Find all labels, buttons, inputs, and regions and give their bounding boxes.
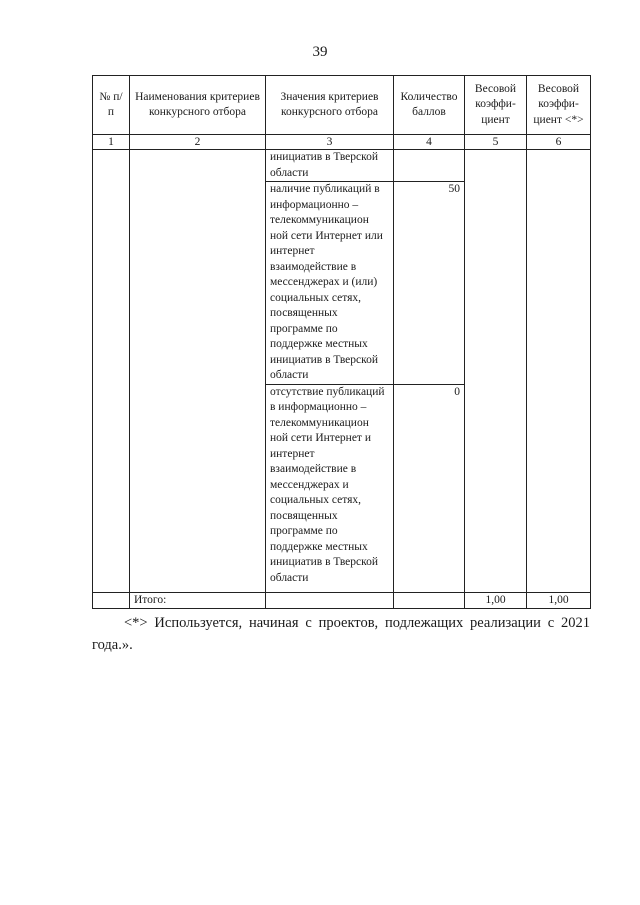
column-number: 4 bbox=[394, 135, 465, 150]
header-criteria-name: Наименования критериев конкурсного отбора bbox=[130, 76, 266, 135]
column-number: 1 bbox=[93, 135, 130, 150]
weight-star-cell bbox=[527, 150, 591, 593]
points-cell bbox=[394, 150, 465, 182]
total-number-cell bbox=[93, 592, 130, 609]
table-row bbox=[93, 150, 591, 182]
points-cell: 50 bbox=[394, 182, 465, 385]
table-header-row bbox=[93, 76, 591, 135]
column-number: 5 bbox=[465, 135, 527, 150]
column-number: 2 bbox=[130, 135, 266, 150]
total-weight: 1,00 bbox=[465, 592, 527, 609]
total-value-cell bbox=[266, 592, 394, 609]
number-cell bbox=[93, 150, 130, 593]
column-number: 3 bbox=[266, 135, 394, 150]
header-points: Количество баллов bbox=[394, 76, 465, 135]
footnote: <*> Используется, начиная с проектов, подлежащих реализации с 2021 года.». bbox=[92, 615, 590, 653]
header-weight-star: Весовой коэффи-циент <*> bbox=[527, 76, 591, 135]
criteria-value-cell: наличие публикаций в информационно – телекоммуникацион ной сети Интернет или интернет взаимодействие в мессенджерах и (или) социальных сетях, посвященных программе по поддержке местных инициатив в Тверской области bbox=[266, 182, 394, 385]
total-points-cell bbox=[394, 592, 465, 609]
points-cell: 0 bbox=[394, 384, 465, 592]
page-number: 39 bbox=[312, 44, 328, 60]
criteria-value-cell: отсутствие публикаций в информационно – телекоммуникацион ной сети Интернет и интернет взаимодействие в мессенджерах и социальных сетях, посвященных программе по поддержке местных инициатив в Тверской области bbox=[266, 384, 394, 592]
column-number: 6 bbox=[527, 135, 591, 150]
criteria-table bbox=[92, 75, 591, 609]
header-criteria-values: Значения критериев конкурсного отбора bbox=[266, 76, 394, 135]
total-label: Итого: bbox=[130, 592, 266, 609]
criteria-name-cell bbox=[130, 150, 266, 593]
total-weight-star: 1,00 bbox=[527, 592, 591, 609]
header-weight: Весовой коэффи-циент bbox=[465, 76, 527, 135]
total-row bbox=[93, 592, 591, 609]
criteria-value-cell: инициатив в Тверской области bbox=[266, 150, 394, 182]
header-number: № п/п bbox=[93, 76, 130, 135]
weight-cell bbox=[465, 150, 527, 593]
column-numbers-row bbox=[93, 135, 591, 150]
